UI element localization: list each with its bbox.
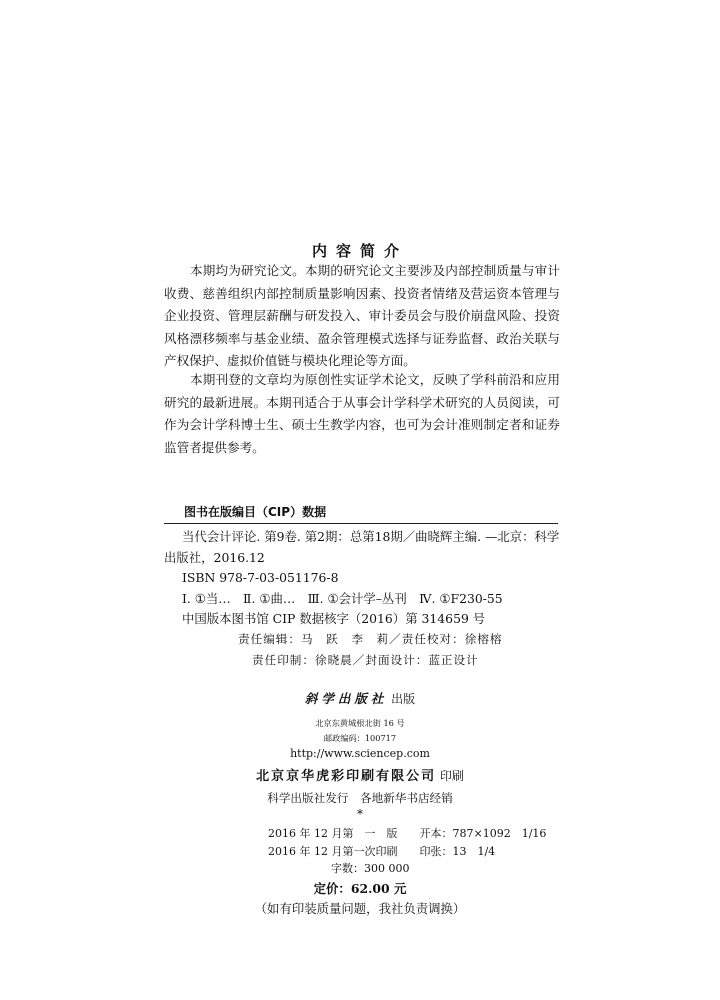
publisher-action: 出版 (391, 692, 416, 706)
intro-title: 内容简介 (311, 242, 408, 260)
cip-line-title-cont: 出版社，2016.12 (164, 549, 265, 565)
cip-line-verification: 中国版本图书馆 CIP 数据核字（2016）第 314659 号 (182, 611, 486, 626)
cip-divider (164, 523, 558, 524)
spec-row-edition (268, 825, 546, 841)
publisher-url: http://www.sciencep.com (290, 747, 430, 760)
cip-line-classification: Ⅰ. ①当… Ⅱ. ①曲… Ⅲ. ①会计学–丛刊 Ⅳ. ①F230-55 (182, 590, 503, 606)
publisher-postcode: 邮政编码：100717 (323, 733, 397, 743)
cip-heading: 图书在版编目（CIP）数据 (184, 505, 327, 519)
separator-asterisk: * (357, 807, 363, 821)
publisher-logo: 斜学出版社 (304, 691, 388, 706)
intro-paragraph-1: 本期均为研究论文。本期的研究论文主要涉及内部控制质量与审计收费、慈善组织内部控制质量影响因素、投资者情绪及营运资本管理与企业投资、管理层薪酬与研发投入、审计委员会与股价崩盘风险、投资风格漂移频率与基金业绩、盈余管理模式选择与证券监督、政治关联与产权保护、虚拟价值链与模块化理论等方面。 (164, 263, 560, 369)
distribution-line: 科学出版社发行 各地新华书店经销 (267, 791, 453, 805)
intro-paragraph-2: 本期刊登的文章均为原创性实证学术论文，反映了学科前沿和应用研究的最新进展。本期刊适合于从事会计学科学术研究的人员阅读，可作为会计学科博士生、硕士生教学内容，也可为会计准则制定者和证券监管者提供参考。 (164, 372, 560, 455)
publisher-line (0, 689, 720, 707)
spec-printing: 2016 年 12 月第一次印刷 (268, 845, 398, 858)
publisher-address: 北京东黄城根北街 16 号 (315, 718, 405, 728)
price-label: 定价： (313, 881, 351, 896)
price-line (0, 879, 720, 897)
printer-name: 北京京华虎彩印刷有限公司 (256, 769, 437, 784)
spec-sheets: 印张：13 1/4 (419, 845, 496, 858)
spec-row-printing (268, 843, 495, 859)
credit-editors: 责任编辑：马 跃 李 莉／责任校对：徐榕榕 (238, 632, 503, 646)
price-value: 62.00 元 (350, 881, 407, 896)
credit-print: 责任印制：徐晓晨／封面设计：蓝正设计 (252, 653, 479, 667)
cip-record (164, 527, 562, 630)
spec-format: 开本：787×1092 1/16 (419, 827, 547, 840)
cip-line-title: 当代会计评论. 第9卷. 第2期：总第18期／曲晓辉主编. —北京：科学 (182, 529, 560, 544)
cip-line-isbn: ISBN 978-7-03-051176-8 (182, 570, 339, 585)
spec-wordcount: 字数：300 000 (331, 862, 410, 875)
printer-action: 印刷 (439, 769, 464, 783)
defect-note: （如有印装质量问题，我社负责调换） (254, 901, 466, 916)
printer-line (0, 765, 720, 784)
spec-edition: 2016 年 12 月第 一 版 (268, 827, 398, 840)
